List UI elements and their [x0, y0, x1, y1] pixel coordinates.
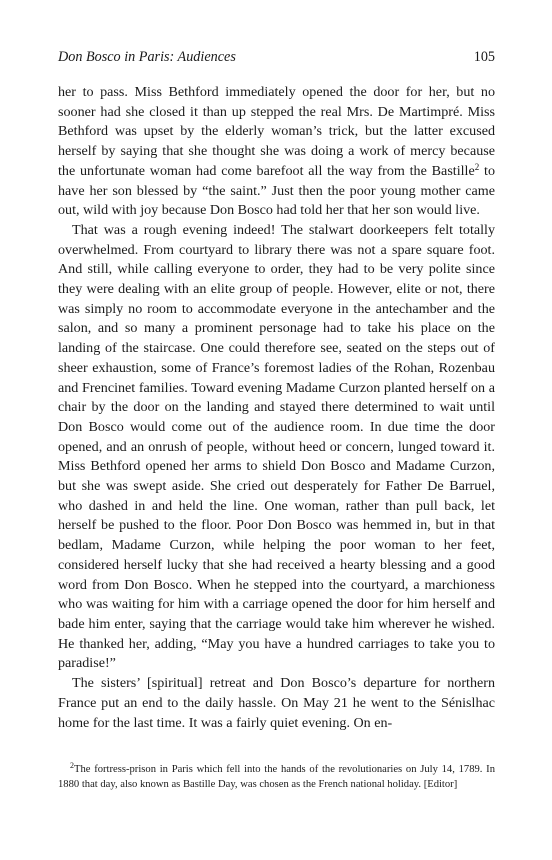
running-head: [58, 48, 495, 66]
running-title: Don Bosco in Paris: Audiences: [58, 49, 236, 65]
footnote-marker: 2: [70, 761, 74, 771]
page-number: 105: [473, 49, 495, 65]
paragraph-1-text-b: to have her son blessed by “the saint.” Just then the poor young mother came out, wild with joy because Don Bosco had told her that her son would live.: [58, 162, 495, 219]
paragraph-1-text-a: her to pass. Miss Bethford immediately opened the door for her, but no sooner had she closed it than up stepped the real Mrs. De Martimpré. Miss Bethford was upset by the elderly woman’s trick, but the latter excused herself by saying that she thought she was doing a work of mercy because the unfortunate woman had come barefoot all the way from the Bastille: [58, 84, 495, 179]
paragraph-2: That was a rough evening indeed! The stalwart doorkeepers felt totally overwhelmed. From courtyard to library there was not a spare square foot. And still, while calling everyone to order, they had to be very polite since they were dealing with an elite group of people. However, elite or not, there was simply no room to accommodate everyone in the antechamber and the salon, and so many a prominent personage had to take his place on the landing of the staircase. One could therefore see, seated on the steps out of sheer exhaustion, some of France’s foremost ladies of the Rohan, Rozenbau and Frencinet families. Toward evening Madame Curzon planted herself on a chair by the door on the landing and stayed there determined to wait until Don Bosco would come out of the audience room. In due time the door opened, and an onrush of people, without heed or concern, lunged toward it. Miss Bethford opened her arms to shield Don Bosco and Madame Curzon, but she was swept aside. She cried out desperately for Father De Barruel, who dashed in and held the line. One woman, rather than pull back, let herself be pushed to the floor. Poor Don Bosco was hemmed in, but in that bedlam, Madame Curzon, while helping the poor woman to her feet, considered herself lucky that she had received a hearty blessing and a good word from Don Bosco. When he stepped into the courtyard, a marchioness who was waiting for him with a carriage opened the door for him herself and bade him enter, saying that the carriage would take him wherever he wished. He thanked her, adding, “May you have a hundred carriages to take you to paradise!”: [58, 221, 495, 672]
paragraph-3: The sisters’ [spiritual] retreat and Don Bosco’s departure for northern France put an end to the daily hassle. On May 21 he went to the Sénislhac home for the last time. It was a fairly quiet evening. On en-: [58, 675, 495, 731]
book-page: [58, 48, 495, 792]
footnote-reference: 2: [474, 161, 480, 172]
footnote-text: The fortress-prison in Paris which fell into the hands of the revolutionaries on July 14, 1789. In 1880 that day, also known as Bastille Day, was chosen as the French national holiday. [Editor]: [58, 764, 495, 791]
body-text: [58, 83, 495, 733]
footnote: [58, 762, 495, 792]
paragraph-1: [58, 83, 495, 221]
